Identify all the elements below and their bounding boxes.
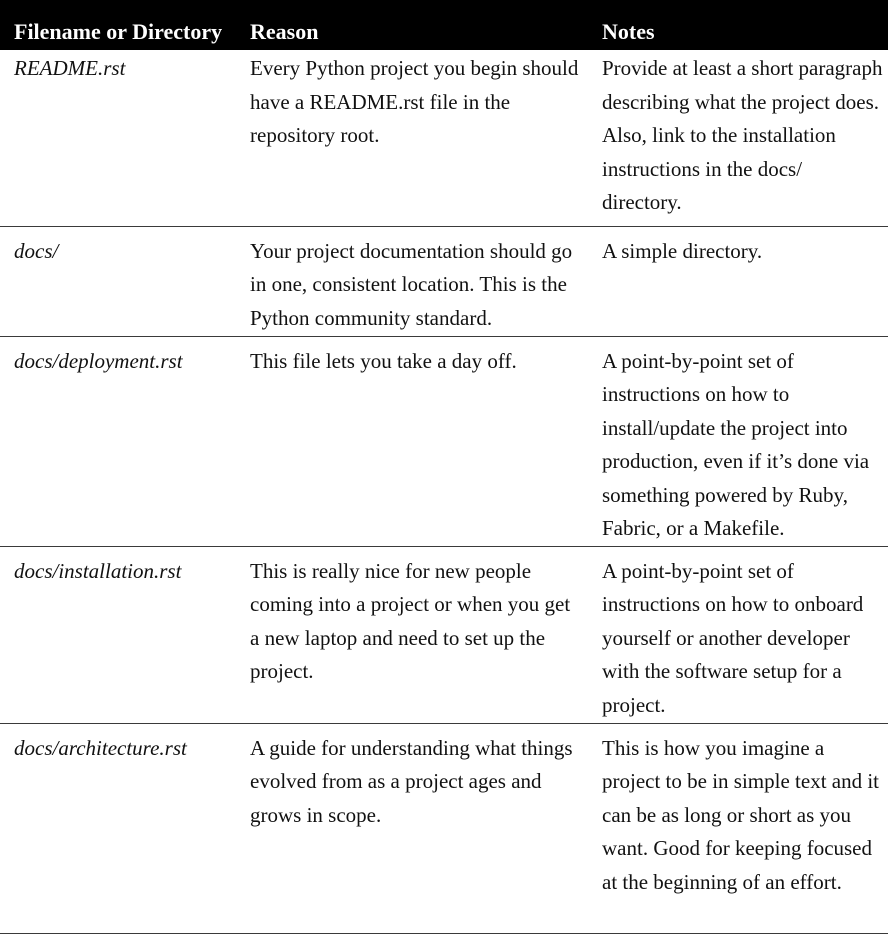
table-row [0,723,888,933]
table-body [0,50,888,933]
cell-reason: This file lets you take a day off. [236,336,588,546]
cell-notes: This is how you imagine a project to be in simple text and it can be as long or short as you want. Good for keeping focused at the beginning of an effort. [588,723,888,933]
cell-notes: Provide at least a short paragraph describing what the project does. Also, link to the installation instructions in the docs/ directory. [588,50,888,226]
table-row [0,50,888,226]
header-notes: Notes [588,0,888,50]
cell-filename: README.rst [0,50,236,226]
header-filename: Filename or Directory [0,0,236,50]
table-row [0,336,888,546]
cell-reason: This is really nice for new people coming into a project or when you get a new laptop and need to set up the project. [236,546,588,723]
table-row [0,546,888,723]
cell-notes: A point-by-point set of instructions on how to onboard yourself or another developer with the software setup for a project. [588,546,888,723]
cell-reason: Your project documentation should go in one, consistent location. This is the Python community standard. [236,226,588,336]
cell-reason: Every Python project you begin should have a README.rst file in the repository root. [236,50,588,226]
table-row [0,226,888,336]
cell-filename: docs/installation.rst [0,546,236,723]
cell-filename: docs/architecture.rst [0,723,236,933]
cell-notes: A point-by-point set of instructions on how to install/update the project into production, even if it’s done via something powered by Ruby, Fabric, or a Makefile. [588,336,888,546]
cell-filename: docs/ [0,226,236,336]
table-header [0,0,888,50]
header-reason: Reason [236,0,588,50]
cell-notes: A simple directory. [588,226,888,336]
cell-filename: docs/deployment.rst [0,336,236,546]
cell-reason: A guide for understanding what things evolved from as a project ages and grows in scope. [236,723,588,933]
header-row [0,0,888,50]
